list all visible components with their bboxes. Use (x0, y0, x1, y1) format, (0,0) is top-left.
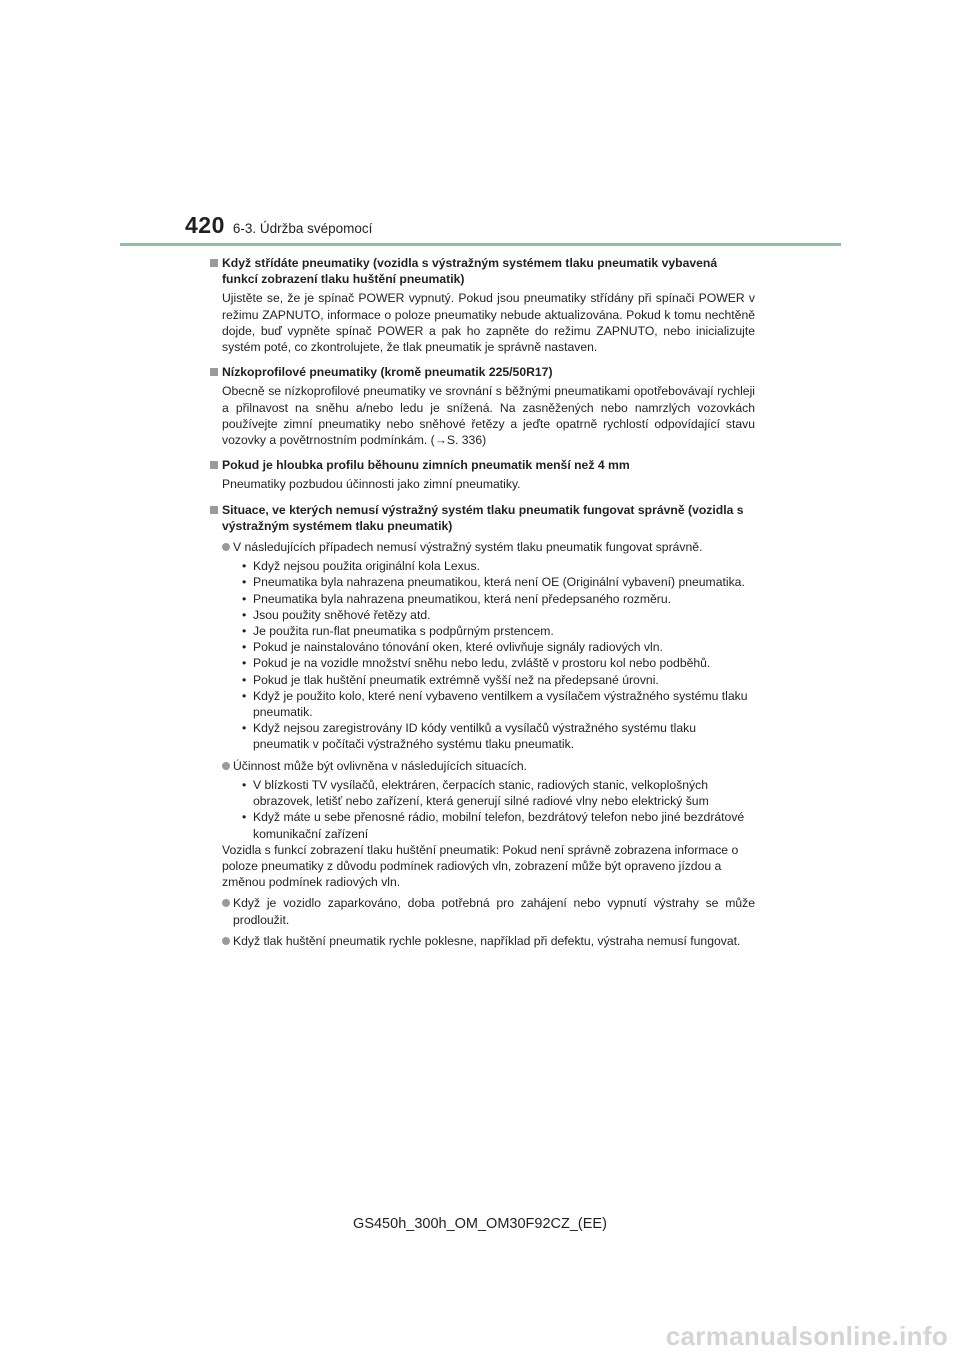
note-text: Vozidla s funkcí zobrazení tlaku huštění pneumatik: Pokud není správně zobrazena informace o poloze pneumatiky z důvodu podmínek radiových vln, zobrazení může být opraveno jízdou a změnou podmínek radiových vln. (222, 842, 739, 890)
page-content (210, 255, 755, 949)
paragraph: Obecně se nízkoprofilové pneumatiky ve srovnání s běžnými pneumatikami opotřebovávají rychleji a přilnavost na sněhu a/nebo ledu je snížená. Na zasněžených nebo namrzlých vozovkách používejte zimní pneumatiky nebo sněhové řetězy a jeďte opatrně rychlostí odpovídající stavu vozovky a povětrnostním podmínkám. (→S. 336) (222, 384, 755, 448)
round-bullet-item (210, 895, 755, 927)
list-item: • Když máte u sebe přenosné rádio, mobilní telefon, bezdrátový telefon nebo jiné bezdrátové komunikační zařízení (244, 809, 755, 841)
watermark: carmanualsonline.info (665, 1321, 948, 1351)
square-bullet-icon (210, 506, 218, 514)
round-bullet-item (210, 539, 755, 555)
list-item: • Pokud je nainstalováno tónování oken, které ovlivňuje signály radiových vln. (244, 639, 755, 655)
section-heading (210, 255, 755, 287)
circle-bullet-icon (222, 762, 230, 770)
section-heading-text: Když střídáte pneumatiky (vozidla s výstražným systémem tlaku pneumatik vybavená funkcí zobrazení tlaku huštění pneumatik) (222, 256, 718, 287)
bullet-text: Když je vozidlo zaparkováno, doba potřebná pro zahájení nebo vypnutí výstrahy se může prodloužit. (233, 896, 755, 927)
paragraph: Pneumatiky pozbudou účinnosti jako zimní pneumatiky. (222, 477, 521, 492)
bullet-text: Když tlak huštění pneumatik rychle poklesne, například při defektu, výstraha nemusí fungovat. (233, 933, 741, 948)
square-bullet-icon (210, 368, 218, 376)
page-header (185, 212, 372, 239)
square-bullet-icon (210, 461, 218, 469)
circle-bullet-icon (222, 899, 230, 907)
section-heading (210, 457, 755, 473)
paragraph: Ujistěte se, že je spínač POWER vypnutý. Pokud jsou pneumatiky střídány při spínači POWER v režimu ZAPNUTO, informace o poloze pneumatiky nebude aktualizována. Pokud k tomu nechtěně dojde, buď vypněte spínač POWER a pak ho zapněte do režimu ZAPNUTO, nebo inicializujte systém poté, co zkontrolujete, že tlak pneumatik je správně nastaven. (222, 291, 755, 355)
square-bullet-icon (210, 259, 218, 267)
section-heading (210, 364, 755, 380)
round-bullet-item (210, 758, 755, 774)
section-heading-text: Nízkoprofilové pneumatiky (kromě pneumatik 225/50R17) (222, 365, 553, 380)
list-item: • Když je použito kolo, které není vybaveno ventilkem a vysílačem výstražného systému tlaku pneumatik. (244, 688, 755, 720)
section-title: 6-3. Údržba svépomocí (232, 221, 373, 236)
list-item: • Pokud je tlak huštění pneumatik extrémně vyšší než na předepsané úrovni. (244, 672, 755, 688)
round-bullet-item (210, 933, 755, 949)
list-item: • Pneumatika byla nahrazena pneumatikou, která není předepsaného rozměru. (244, 591, 755, 607)
page-number: 420 (185, 212, 225, 238)
section-heading-text: Situace, ve kterých nemusí výstražný systém tlaku pneumatik fungovat správně (vozidla s výstražným systémem tlaku pneumatik) (222, 502, 744, 533)
list-item: • Když nejsou zaregistrovány ID kódy ventilků a vysílačů výstražného systému tlaku pneumatik v počítači výstražného systému tlaku pneumatik. (244, 720, 755, 752)
sub-list (210, 777, 755, 842)
list-item: • Když nejsou použita originální kola Lexus. (244, 558, 755, 574)
sub-list (210, 558, 755, 752)
section-heading (210, 502, 755, 534)
list-item: • Je použita run-flat pneumatika s podpůrným prstencem. (244, 623, 755, 639)
bullet-text: V následujících případech nemusí výstražný systém tlaku pneumatik fungovat správně. (233, 540, 703, 555)
header-rule (120, 243, 841, 246)
section-heading-text: Pokud je hloubka profilu běhounu zimních pneumatik menší než 4 mm (222, 458, 630, 473)
list-item: • Jsou použity sněhové řetězy atd. (244, 607, 755, 623)
document-code: GS450h_300h_OM_OM30F92CZ_(EE) (353, 1216, 607, 1232)
list-item: • Pokud je na vozidle množství sněhu nebo ledu, zvláště v prostoru kol nebo podběhů. (244, 655, 755, 671)
bullet-text: Účinnost může být ovlivněna v následujících situacích. (233, 758, 527, 773)
circle-bullet-icon (222, 937, 230, 945)
circle-bullet-icon (222, 543, 230, 551)
list-item: • V blízkosti TV vysílačů, elektráren, čerpacích stanic, radiových stanic, velkoplošných obrazovek, letišť nebo zařízení, která generují silné radiové vlny nebo elektrický šum (244, 777, 755, 809)
list-item: • Pneumatika byla nahrazena pneumatikou, která není OE (Originální vybavení) pneumatika. (244, 574, 755, 590)
